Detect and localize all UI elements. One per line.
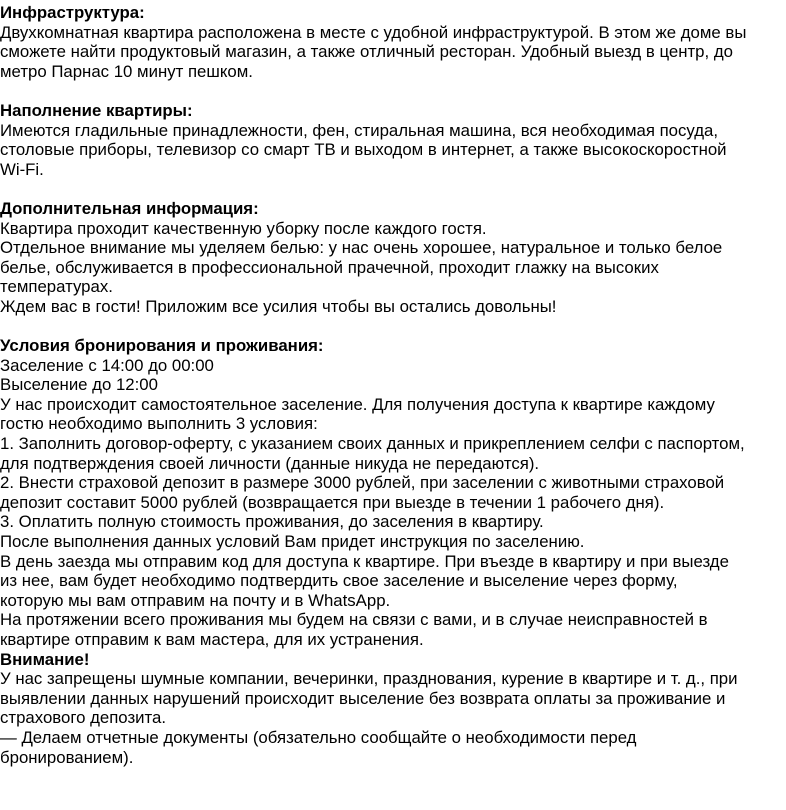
section-heading: Дополнительная информация: xyxy=(0,198,259,218)
section-apartment-contents xyxy=(0,101,786,179)
text-line: Отдельное внимание мы уделяем белью: у нас очень хорошее, натуральное и только белое xyxy=(0,238,723,258)
text-line: квартире отправим к вам мастера, для их устранения. xyxy=(0,630,424,649)
text-line: На протяжении всего проживания мы будем на связи с вами, и в случае неисправностей в xyxy=(0,610,708,630)
text-line: 1. Заполнить договор-оферту, с указанием своих данных и прикреплением селфи с паспортом, xyxy=(0,434,745,454)
text-line: Wi-Fi. xyxy=(0,159,44,179)
text-line: Имеются гладильные принадлежности, фен, стиральная машина, вся необходимая посуда, xyxy=(0,120,719,140)
text-line: из нее, вам будет необходимо подтвердить свое заселение и выселение через форму, xyxy=(0,571,678,591)
text-line: Выселение до 12:00 xyxy=(0,375,158,395)
spacer xyxy=(0,317,786,337)
text-line: Квартира проходит качественную уборку после каждого гостя. xyxy=(0,218,487,238)
text-line: страхового депозита. xyxy=(0,708,167,728)
text-line: для подтверждения своей личности (данные никуда не передаются). xyxy=(0,453,540,473)
text-line: У нас запрещены шумные компании, вечеринки, празднования, курение в квартире и т. д., при xyxy=(0,669,738,689)
text-line: метро Парнас 10 минут пешком. xyxy=(0,61,253,81)
text-line: Заселение с 14:00 до 00:00 xyxy=(0,355,214,375)
text-line: 2. Внести страховой депозит в размере 3000 рублей, при заселении с животными страховой xyxy=(0,473,725,493)
text-line: Двухкомнатная квартира расположена в месте с удобной инфраструктурой. В этом же доме вы xyxy=(0,22,747,42)
section-heading: Внимание! xyxy=(0,649,90,669)
text-line: В день заезда мы отправим код для доступа к квартире. При въезде в квартиру и при выезде xyxy=(0,551,729,571)
text-line: белье, обслуживается в профессиональной прачечной, проходит глажку на высоких xyxy=(0,257,659,277)
text-line: бронированием). xyxy=(0,747,134,767)
section-heading: Инфраструктура: xyxy=(0,3,145,22)
spacer xyxy=(0,81,786,101)
text-line: температурах. xyxy=(0,277,113,297)
text-line: депозит составит 5000 рублей (возвращается при выезде в течении 1 рабочего дня). xyxy=(0,492,665,512)
section-heading: Наполнение квартиры: xyxy=(0,100,193,120)
text-line: — Делаем отчетные документы (обязательно сообщайте о необходимости перед xyxy=(0,727,637,747)
text-line: Ждем вас в гости! Приложим все усилия чтобы вы остались довольны! xyxy=(0,296,557,316)
text-line: После выполнения данных условий Вам придет инструкция по заселению. xyxy=(0,532,585,552)
text-line: У нас происходит самостоятельное заселение. Для получения доступа к квартире каждому xyxy=(0,394,715,414)
section-infrastructure xyxy=(0,3,786,81)
section-additional-info xyxy=(0,199,786,317)
text-line: гостю необходимо выполнить 3 условия: xyxy=(0,414,318,434)
spacer xyxy=(0,179,786,199)
text-line: выявлении данных нарушений происходит выселение без возврата оплаты за проживание и xyxy=(0,688,726,708)
text-line: 3. Оплатить полную стоимость проживания, до заселения в квартиру. xyxy=(0,512,544,532)
section-booking-conditions xyxy=(0,336,786,650)
section-heading: Условия бронирования и проживания: xyxy=(0,336,324,356)
section-attention xyxy=(0,650,786,768)
text-line: которую мы вам отправим на почту и в WhatsApp. xyxy=(0,590,391,610)
text-line: сможете найти продуктовый магазин, а также отличный ресторан. Удобный выезд в центр, до xyxy=(0,42,733,62)
text-line: столовые приборы, телевизор со смарт ТВ и выходом в интернет, а также высокоскоростной xyxy=(0,140,727,160)
